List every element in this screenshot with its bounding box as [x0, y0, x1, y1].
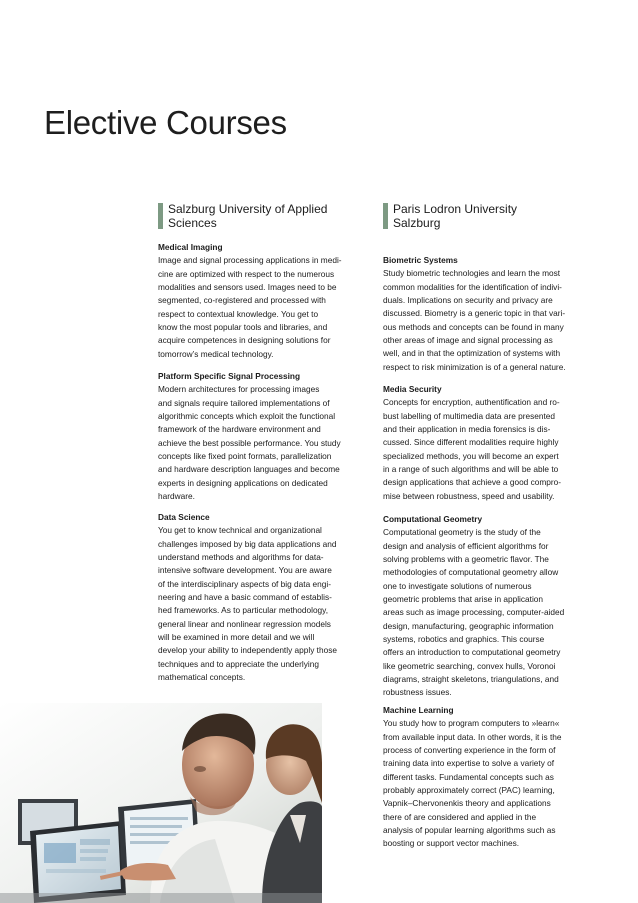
- text-line: geometric problems that arise in application: [383, 594, 544, 605]
- text-line: there of are considered and applied in the: [383, 811, 537, 822]
- text-line: boosting or support vector machines.: [383, 838, 520, 849]
- text-line: from available input data. In other words, it is the: [383, 731, 562, 742]
- text-line: techniques and to appreciate the underlying: [158, 658, 319, 669]
- course-machine-learning: [383, 704, 561, 851]
- photo-illustration: [0, 703, 322, 903]
- text-line: cine are optimized with respect to the numerous: [158, 268, 335, 279]
- text-line: You study how to program computers to »learn«: [383, 718, 560, 729]
- text-line: mathematical concepts.: [158, 672, 246, 683]
- accent-bar: [383, 203, 388, 229]
- course-title: Machine Learning: [383, 705, 454, 715]
- text-line: cussed. Since different modalities require highly: [383, 437, 559, 448]
- text-line: and their application in media forensics is dis-: [383, 424, 551, 435]
- text-line: algorithmic concepts which exploit the functional: [158, 411, 336, 422]
- text-line: discussed. Biometry is a generic topic in that vari-: [383, 308, 566, 319]
- text-line: concepts like fixed point formats, parallelization: [158, 451, 332, 462]
- text-line: and signals require tailored implementations of: [158, 397, 330, 408]
- course-computational-geometry: [383, 513, 564, 700]
- text-line: framework of the hardware environment and: [158, 424, 321, 435]
- text-line: general linear and nonlinear regression models: [158, 618, 331, 629]
- text-line: respect to risk minimization is of a general nature.: [383, 361, 566, 372]
- course-data-science: [158, 511, 337, 684]
- course-description: [383, 717, 561, 850]
- text-line: ous methods and concepts can be found in many: [383, 321, 564, 332]
- text-line: like geometric searching, convex hulls, Voronoi: [383, 660, 556, 671]
- text-line: experts in designing applications on dedicated: [158, 477, 328, 488]
- text-line: areas such as image processing, computer-aided: [383, 607, 565, 618]
- text-line: challenges imposed by big data applications and: [158, 538, 337, 549]
- course-title: Biometric Systems: [383, 255, 458, 265]
- text-line: tomorrow’s medical technology.: [158, 348, 274, 359]
- text-line: duals. Implications on security and privacy are: [383, 295, 553, 306]
- text-line: analysis of popular learning algorithms such as: [383, 825, 556, 836]
- text-line: well, and in that the optimization of systems with: [383, 348, 561, 359]
- text-line: methodologies of computational geometry allow: [383, 567, 559, 578]
- text-line: neering and have a basic command of establis-: [158, 592, 332, 603]
- text-line: of the interdisciplinary aspects of big data engi-: [158, 578, 331, 589]
- course-description: [383, 267, 566, 374]
- right-column: [383, 202, 595, 849]
- university-name-line: Sciences: [168, 216, 217, 230]
- text-line: hed frameworks. As to particular methodology,: [158, 605, 329, 616]
- text-line: hardware.: [158, 491, 195, 502]
- text-line: intensive software development. You are aware: [158, 565, 332, 576]
- page-title: Elective Courses: [44, 104, 287, 141]
- university-name-line: Salzburg University of Applied: [168, 202, 328, 216]
- text-line: other areas of image and signal processing as: [383, 335, 553, 346]
- text-line: mise between robustness, speed and usability.: [383, 490, 555, 501]
- text-line: Study biometric technologies and learn the most: [383, 268, 561, 279]
- text-line: develop your ability to independently apply those: [158, 645, 337, 656]
- text-line: probably approximately correct (PAC) learning,: [383, 785, 555, 796]
- text-line: Modern architectures for processing images: [158, 384, 320, 395]
- text-line: systems, robotics and graphics. This course: [383, 634, 545, 645]
- text-line: segmented, co-registered and processed with: [158, 295, 326, 306]
- text-line: offers an introduction to computational geometry: [383, 647, 561, 658]
- photo-students-at-computers: [0, 703, 322, 903]
- course-medical-imaging: [158, 241, 342, 361]
- course-description: [383, 396, 561, 503]
- text-line: common modalities for the identification of indivi-: [383, 281, 562, 292]
- text-line: know the most popular tools and libraries, and: [158, 322, 328, 333]
- university-name-line: Paris Lodron University: [393, 202, 518, 216]
- accent-bar: [158, 203, 163, 229]
- text-line: You get to know technical and organizational: [158, 525, 322, 536]
- left-column: [158, 202, 374, 683]
- text-line: understand methods and algorithms for data-: [158, 552, 324, 563]
- text-line: design applications that achieve a good compro-: [383, 477, 562, 488]
- text-line: process of converting experience in the form of: [383, 745, 556, 756]
- course-title: Platform Specific Signal Processing: [158, 371, 301, 381]
- text-line: Vapnik–Chervonenkis theory and applications: [383, 798, 551, 809]
- text-line: and hardware description languages and become: [158, 464, 340, 475]
- text-line: Concepts for encryption, authentification and ro-: [383, 397, 560, 408]
- course-biometric-systems: [383, 254, 566, 374]
- text-line: Image and signal processing applications in medi-: [158, 255, 342, 266]
- text-line: respect to contextual knowledge. You get to: [158, 308, 319, 319]
- text-line: design and analysis of efficient algorithms for: [383, 540, 549, 551]
- text-line: training data into expertise to solve a variety of: [383, 758, 555, 769]
- text-line: different tasks. Fundamental concepts such as: [383, 771, 554, 782]
- text-line: diagrams, straight skeletons, triangulations, and: [383, 674, 559, 685]
- text-line: will be examined in more detail and we will: [158, 632, 315, 643]
- text-line: achieve the best possible performance. You study: [158, 437, 341, 448]
- course-title: Media Security: [383, 384, 442, 394]
- course-description: [158, 524, 337, 684]
- text-line: bust labelling of multimedia data are presented: [383, 410, 556, 421]
- text-line: acquire competences in designing solutions for: [158, 335, 331, 346]
- course-title: Medical Imaging: [158, 242, 223, 252]
- course-media-security: [383, 383, 561, 503]
- text-line: one to investigate solutions of numerous: [383, 580, 532, 591]
- university-name-line: Salzburg: [393, 216, 441, 230]
- course-platform-specific-signal-processing: [158, 370, 341, 503]
- course-title: Data Science: [158, 512, 210, 522]
- text-line: in a range of such algorithms and will be able to: [383, 464, 559, 475]
- course-description: [158, 383, 341, 503]
- course-title: Computational Geometry: [383, 514, 483, 524]
- university-heading-left: [158, 202, 374, 230]
- university-heading-right: [383, 202, 595, 230]
- text-line: specialized methods, you will become an expert: [383, 450, 559, 461]
- text-line: design, manufacturing, geographic information: [383, 620, 554, 631]
- text-line: robustness issues.: [383, 687, 452, 698]
- course-description: [158, 254, 342, 361]
- course-description: [383, 526, 564, 699]
- text-line: modalities and sensors used. Images need to be: [158, 282, 337, 293]
- text-line: solving problems with a geometric flavor. The: [383, 554, 549, 565]
- text-line: Computational geometry is the study of the: [383, 527, 541, 538]
